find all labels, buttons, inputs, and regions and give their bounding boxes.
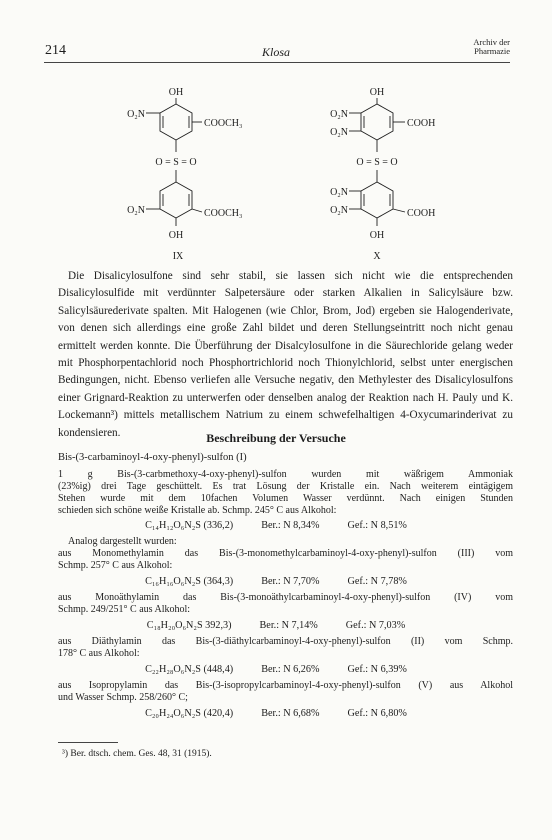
x-o2n-3: O₂N <box>330 187 348 198</box>
x-cooh-top: COOH <box>407 118 436 129</box>
prep-2-line-2: Schmp. 257° C aus Alkohol: <box>58 560 173 571</box>
ix-oh-bottom: OH <box>168 230 184 241</box>
x-sulfone: O = S = O <box>356 157 398 168</box>
prep-2-line-1: aus Monomethylamin das Bis-(3-monomethylcarbaminoyl-4-oxy-phenyl)-sulfon (III) vom <box>58 548 513 559</box>
found: Gef.: N 6,39% <box>347 664 407 675</box>
analog-intro: Analog dargestellt wurden: <box>68 536 177 547</box>
formula: C₂₂H₂₈O₆N₂S (448,4) <box>145 664 234 675</box>
page-number: 214 <box>45 43 66 58</box>
calculated: Ber.: N 7,70% <box>261 576 320 587</box>
formula: C₁₆H₁₆O₆N₂S (364,3) <box>145 576 234 587</box>
found: Gef.: N 8,51% <box>347 520 407 531</box>
ix-o2n-left: O₂N <box>127 109 145 120</box>
body-paragraph <box>58 268 513 442</box>
ix-o2n-bottom: O₂N <box>127 205 145 216</box>
chemical-structures <box>0 0 552 265</box>
footnote-rule <box>58 742 118 743</box>
procedure-line-2: (23%ig) drei Tage geschüttelt. Es trat Lösung der Kristalle ein. Nach weiterem eintägigem <box>58 481 513 492</box>
analysis-row-4 <box>0 664 552 675</box>
section-heading: Beschreibung der Versuche <box>206 431 346 445</box>
x-o2n-1: O₂N <box>330 109 348 120</box>
calculated: Ber.: N 6,68% <box>261 708 320 719</box>
ix-sulfone: O = S = O <box>155 157 197 168</box>
footnote: ³) Ber. dtsch. chem. Ges. 48, 31 (1915). <box>62 749 212 759</box>
analysis-row-3 <box>0 620 552 631</box>
prep-4-line-1: aus Diäthylamin das Bis-(3-diäthylcarbaminoyl-4-oxy-phenyl)-sulfon (II) vom Schmp. <box>58 636 513 647</box>
found: Gef.: N 7,03% <box>345 620 406 631</box>
formula: C₁₄H₁₂O₆N₂S (336,2) <box>145 520 234 531</box>
procedure-line-3: Stehen wurde mit dem 10fachen Volumen Wasser verdünnt. Nach einigen Stunden <box>58 493 513 504</box>
prep-4-line-2: 178° C aus Alkohol: <box>58 648 140 659</box>
compound-label-x: X <box>373 251 381 262</box>
compound-title: Bis-(3-carbaminoyl-4-oxy-phenyl)-sulfon (I) <box>58 452 247 463</box>
running-head-author: Klosa <box>261 45 290 59</box>
prep-3-line-1: aus Monoäthylamin das Bis-(3-monoäthylcarbaminoyl-4-oxy-phenyl)-sulfon (IV) vom <box>58 592 513 603</box>
calculated: Ber.: N 7,14% <box>259 620 318 631</box>
found: Gef.: N 7,78% <box>347 576 407 587</box>
x-cooh-bottom: COOH <box>407 208 436 219</box>
prep-5-line-2: und Wasser Schmp. 258/260° C; <box>58 692 188 703</box>
ix-oh-top: OH <box>168 87 184 98</box>
ix-cooch3-bottom: COOCH₃ <box>204 208 243 219</box>
calculated: Ber.: N 8,34% <box>261 520 320 531</box>
analysis-row-5 <box>0 708 552 719</box>
calculated: Ber.: N 6,26% <box>261 664 320 675</box>
procedure-line-4: schieden sich schöne weiße Kristalle ab. Schmp. 245° C aus Alkohol: <box>58 505 337 516</box>
prep-5-line-1: aus Isopropylamin das Bis-(3-isopropylcarbaminoyl-4-oxy-phenyl)-sulfon (V) aus Alkohol <box>58 680 513 691</box>
compound-label-ix: IX <box>172 251 184 262</box>
prep-3-line-2: Schmp. 249/251° C aus Alkohol: <box>58 604 191 615</box>
x-o2n-2: O₂N <box>330 127 348 138</box>
procedure-line-1: 1 g Bis-(3-carbmethoxy-4-oxy-phenyl)-sulfon wurden mit wäßrigem Ammoniak <box>58 469 513 480</box>
analysis-row-1 <box>0 520 552 531</box>
analysis-row-2 <box>0 576 552 587</box>
journal-name-line2: Pharmazie <box>474 46 510 56</box>
x-oh-bottom: OH <box>369 230 385 241</box>
journal-name-line1: Archiv der <box>473 37 510 47</box>
x-oh-top: OH <box>369 87 385 98</box>
found: Gef.: N 6,80% <box>347 708 407 719</box>
formula: C₁₈H₂₀O₆N₂S 392,3) <box>146 620 232 631</box>
x-o2n-4: O₂N <box>330 205 348 216</box>
formula: C₂₀H₂₄O₆N₂S (420,4) <box>145 708 234 719</box>
ix-cooch3-top: COOCH₃ <box>204 118 243 129</box>
paragraph-text: Die Disalicylosulfone sind sehr stabil, sie lassen sich nicht wie die entsprechenden Disalicylosulfide mit verdünnter Salpetersäure oder starken Alkalien in Salicylsäure bzw. Salicylsäurederivate spalten. Mit Halogenen (wie Chlor, Brom, Jod) ergeben sie Halogenderivate, von denen sich allerdings eine große Zahl bildet und deren Stellungseintritt noch nicht genau ermittelt werden konnte. Die Überführung der Disalcylosulfone in die Säurechloride gelang weder mit Phosphorpentachlorid noch Phosphortrichlorid noch Thionylchlorid, selbst unter energischen Bedingungen, nicht. Ebenso verliefen alle Versuche negativ, den Methylester des Disalicylosulfons einer Grignard-Reaktion zu unterwerfen oder denselben analog der Reaktion nach H. Pauly und K. Lockemann³) mittels metallischem Natrium zu einem schwefelhaltigen 4-Oxycumarinderivat zu kondensieren. <box>58 270 513 439</box>
